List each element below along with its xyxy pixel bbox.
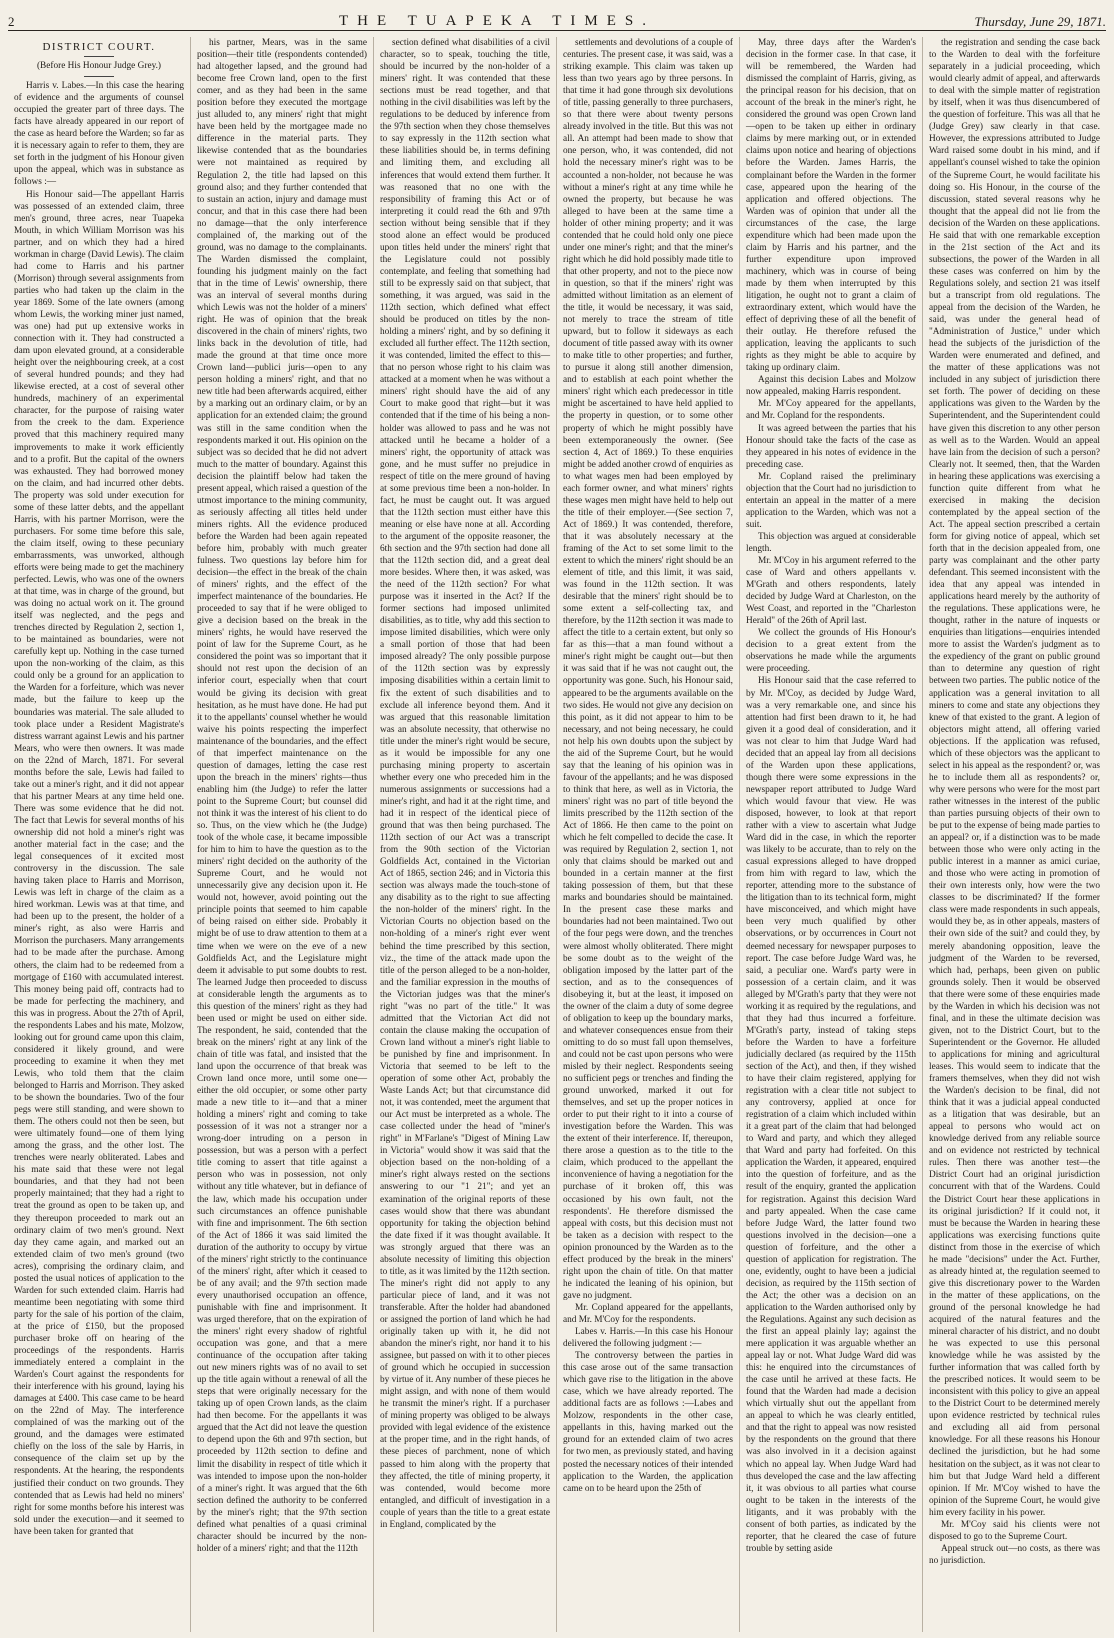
paragraph: His Honour said—The appellant Harris was possessed of an extended claim, three men's ground, three acres, near Tuapeka Mouth, in which William Morrison was his partner, and on which they had a hired workman in charge (David Lewis). The claim had come to Harris and his partner (Morrison) through several assignments from parties who had taken up the claim in the year 1869. Some of the late owners (among whom Lewis, the working miner just named, was one) had put up extensive works in connection with it. They had constructed a dam upon elevated ground, at a considerable height over the neighbouring creek, at a cost of several hundred pounds; and they had likewise erected, at a cost of several other hundreds, machinery of an experimental character, for the purpose of raising water from the creek to the dam. Experience proved that this machinery required many improvements to make it work efficiently and to a profit. But the capital of the owners was exhausted. They had borrowed money on the claim, and had incurred other debts. The property was sold under execution for some of these latter debts, and the appellant Harris, with his partner Morrison, were the purchasers. For some time before this sale, the claim itself, owing to these pecuniary embarrassments, was unworked, although efforts were being made to get the machinery perfected. Lewis, who was one of the owners at that time, was in charge of the ground, but was doing no actual work on it. The ground itself was neglected, and the pegs and trenches directed by Regulation 2, section 1, to be maintained as boundaries, were not carefully kept up. Nothing in the case turned upon the non-working of the claim, as this could only be a ground for an application to the Warden for a forfeiture, which was never made, but the failure to keep up the boundaries was material. The sale alluded to took place under a Resident Magistrate's distress warrant against Lewis and his partner Mears, who were then owners. It was made on the 22nd of March, 1871. For several months before the sale, Lewis had failed to take out a miner's right, and it did not appear that his partner Mears at any time held one. There was some evidence that he did not. The fact that Lewis for several months of his ownership did not hold a miner's right was another material fact in the case; and the legal consequences of it excited most controversy in the discussion. The sale having taken place to Harris and Morrison, Lewis was left in charge of the claim as a hired workman. Lewis was at that time, and had been up to the present, the holder of a miner's right, as also were Harris and Morrison the purchasers. Many arrangements had to be made after the purchase. Among others, the claim had to be redeemed from a mortgage of £160 with accumulated interest. This money being paid off, contracts had to be made for perfecting the machinery, and this was in progress. About the 27th of April, the respondents Labes and his mate, Molzow, looking out for ground came upon this claim, considered it likely ground, and were proceeding to examine it when they met Lewis, who told them that the claim belonged to Harris and Morrison. They asked to be shown the boundaries. Two of the four pegs were still standing, and were shown to them. The others could not then be seen, but were ultimately found—one of them lying among the grass, and the other lost. The trenches were nearly obliterated. Labes and his mate said that these were not legal boundaries, and that they had not been properly maintained; that they had a right to treat the ground as open to be taken up, and they thereupon proceeded to mark out an ordinary claim of two men's ground. Next day they came again, and marked out an extended claim of two men's ground (two acres), comprising the ordinary claim, and posted the usual notices of application to the Warden for such extended claim. Harris had meantime been negotiating with some third party for the sale of his portion of the claim, at the price of £150, but the proposed purchaser broke off on hearing of the proceedings of the respondents. Harris immediately entered a complaint in the Warden's Court against the respondents for their interference with his ground, laying his damages at £400. This case came to be heard on the 22nd of May. The interference complained of was the marking out of the ground, and the damages were estimated chiefly on the loss of the sale by Harris, in consequence of the claim set up by the respondents. At the hearing, the respondents justified their conduct on two grounds. They contended that as Lewis had held no miners' right for some months before his interest was sold under the execution—and it seemed to have been taken for granted that	[14, 189, 184, 1537]
column-5	[740, 37, 923, 1632]
paragraph: We collect the grounds of His Honour's decision to a great extent from the observations he made while the arguments were proceeding.	[746, 628, 916, 675]
paragraph: his partner, Mears, was in the same position—their title (respondents contended) had altogether lapsed, and the ground had become free Crown land, open to the first comer, and as they had been in the same position before they executed the mortgage just alluded to, any miners' right that might have been held by the mortgagee made no difference in the material parts. They likewise contended that as the boundaries were not maintained as required by Regulation 2, the title had lapsed on this ground also; and they further contended that to sustain an action, injury and damage must concur, and that in this case there had been no damage—that the only interference complained of, the marking out of the ground, was no damage to the complainants. The Warden dismissed the complaint, founding his judgment mainly on the fact that in the time of Lewis' ownership, there was an interval of several months during which Lewis was not the holder of a miners' right. He was of opinion that the break discovered in the chain of miners' rights, two links back in the devolution of title, had made the ground at that time once more Crown land—publici juris—open to any person holding a miners' right, and that no new title had been afterwards acquired, either by a marking out an ordinary claim, or by an application for an extended claim; the ground was still in the same condition when the respondents marked it out. His opinion on the subject was so decided that he did not advert much to the matter of boundary. Against this decision the plaintiff below had taken the present appeal, which raised a question of the utmost importance to the mining community, as seriously affecting all titles held under miners rights. All the evidence produced before the Warden had been again repeated before him, probably with much greater fulness. Two questions lay before him for decision—the effect in the break of the chain of miners' rights, and the effect of the imperfect maintenance of the boundaries. He proceeded to say that if he were obliged to give a decision based on the break in the miners' rights, he would have reserved the point of law for the Supreme Court, as he considered the point was so important that it should not rest upon the decision of an inferior court, especially when that court would be giving its decision with great hesitation, as he must have done. He had put it to the appellants' counsel whether he would waive his points respecting the imperfect maintenance of the boundaries, and the effect of that imperfect maintenance on the question of damages, letting the case rest upon the breach in the miners' rights—thus enabling him (the Judge) to refer the latter point to the Supreme Court; but counsel did not think it was the interest of his client to do so. Thus, on the view which he (the Judge) took of the whole case, it became impossible for him to him to have the question as to the miners' right decided on the authority of the Supreme Court, and he would not unnecessarily give any decision upon it. He would not, however, avoid pointing out the principle points that seemed to him capable of being raised on either side. Probably it might be of use to draw attention to them at a time when we were on the eve of a new Goldfields Act, and the Legislature might deem it advisable to put some doubts to rest. The learned Judge then proceeded to discuss at considerable length the arguments as to this question of the miners' right as they had been used or might be used on either side. The respondent, he said, contended that the break on the miners' right at any link of the chain of title was fatal, and insisted that the land upon the occurrence of that break was Crown land once more, until some one—either the old occupier, or some other party made a new title to it—and that a miner holding a miners' right and coming to take possession of it was not a stranger nor a wrong-doer intruding on a person in possession, but was a person with a perfect title coming to assert that title against a person who was in possession, not only without any title whatever, but in defiance of the law, which made his occupation under such circumstances an offence punishable with fine and imprisonment. The 6th section of the Act of 1866 it was said limited the duration of the authority to occupy by virtue of the miners' right strictly to the continuance of the miners' right, after which it ceased to be of any avail; and the 97th section made every unauthorised occupation an offence, punishable with fine and imprisonment. It was urged therefore, that on the expiration of the miners' right every shadow of rightful occupation was gone, and that a mere continuance of the occupation after taking out new miners rights was of no avail to set up the title again without a renewal of all the steps that were originally necessary for the taking up of open Crown lands, as the claim had then become. For the appellants it was argued that the Act did not leave the question to depend upon the 6th and 97th section, but proceeded by 112th section to define and limit the disability in respect of title which it was intended to impose upon the non-holder of a miner's right. It was argued that the 6th section defined the authority to be conferred by the miner's right; that the 97th section defined what penalties of a quasi criminal character should be incurred by the non-holder of a miners' right; and that the 112th	[197, 38, 367, 1554]
paragraph: Appeal struck out—no costs, as there was no jurisdiction.	[929, 1543, 1100, 1566]
paragraph: section defined what disabilities of a civil character, so to speak, touching the title, should be incurred by the non-holder of a miners' right. It was contended that these sections must be read together, and that nothing in the civil disabilities was left by the regulations to be deduced by inference from the 97th section when they chose themselves to say expressly in the 112th section what these liabilities should be, in terms defining and limiting them, and excluding all inferences that would extend them further. It was reasoned that no one with the responsibility of framing this Act or of interpreting it could read the 6th and 97th section without being sensible that if they stood alone an effect would be produced upon titles held under the miners' right that the Legislature could not possibly contemplate, and feeling that something had still to be expressly said on that subject, that something, it was argued, was said in the 112th section, which defined what effect should be produced on titles by the non-holding a miners' right, and by so defining it excluded all further effect. The 112th section, it was contended, limited the effect to this—that no person whose right to his claim was attacked at a moment when he was without a miners' right should have the aid of any Court to make good that right—but it was contended that if the time of his being a non-holder was allowed to pass and he was not attacked until he became a holder of a miners' right, the opportunity of attack was gone, and he must suffer no prejudice in respect of title on the mere ground of having at some previous time been a non-holder. In fact, he must be caught out. It was argued that the 112th section must either have this meaning or else have none at all. According to the argument of the opposite reasoner, the 6th section and the 97th section had done all that the 112th section did, and a great deal more besides. Where then, it was asked, was the need of the 112th section? For what purpose was it inserted in the Act? If the former sections had imposed unlimited disabilities, as to title, why add this section to impose limited disabilities, which were only a small portion of those that had been imposed already? The only possible purpose of the 112th section was by expressly imposing disabilities within a certain limit to fix the extent of such disabilities and to exclude all inference beyond them. And it was argued that this reasonable limitation was an absolute necessity, that otherwise no title under the miner's right would be secure, as it would be impossible for any one purchasing mining property to ascertain whether every one who preceded him in the numerous assignments or successions had a miner's right, and had it at the right time, and had it in respect of the identical piece of ground that was then being purchased. The 112th section of our Act was a transcript from the 90th section of the Victorian Goldfields Act, contained in the Victorian Act of 1865, section 246; and in Victoria this section was always made the touch-stone of any disability as to the right to sue affecting the non-holder of the miners' right. In the Victorian Courts no objection based on the non-holding of a miner's right ever went behind the time prescribed by this section, viz., the time of the attack made upon the title of the person alleged to be a non-holder, and the familiar expression in the mouths of the Victorian judges was that the miner's right "was no part of the title." It was admitted that the Victorian Act did not contain the clause making the occupation of Crown land without a miner's right liable to be punished by fine and imprisonment. In Victoria that seemed to be left to the operation of some other Act, probably the Waste Lands Act; but that circumstance did not, it was contended, meet the argument that our Act must be interpreted as a whole. The case collected under the head of "miner's right" in M'Farlane's "Digest of Mining Law in Victoria" would show it was said that the objection based on the non-holding of a miner's right always rested on the sections answering to our "1 21"; and yet an examination of the original reports of these cases would show that there was abundant opportunity for taking the objection behind the date fixed if it was thought available. It was strongly argued that there was an absolute necessity of limiting this objection to title, as it was limited by the 112th section. The miner's right did not apply to any particular piece of land, and it was not transferable. After the holder had abandoned or assigned the portion of land which he had originally taken up with it, he did not abandon the miner's right, nor hand it to his assignee, but passed on with it to other pieces of ground which he occupied in succession by virtue of it. Any number of these pieces he might assign, and with none of them would he transmit the miner's right. If a purchaser of mining property was obliged to be always provided with legal evidence of the existence at the proper time, and in the right hands, of these pieces of parchment, none of which passed to him along with the property that they affected, the title of mining property, it was contended, would become more entangled, and difficult of investigation in a couple of years than the title to a great estate in England, complicated by the	[380, 38, 550, 1530]
article-columns	[8, 37, 1106, 1632]
paragraph: Harris v. Labes.—In this case the hearing of evidence and the arguments of counsel occupied the greater part of three days. The facts have already appeared in our report of the case as heard before the Warden; so far as it is necessary again to refer to them, they are set forth in the judgment of his Honour given upon the appeal, which was in substance as follows :—	[14, 81, 184, 188]
subheading-rule	[84, 76, 114, 77]
paragraph: His Honour said that the case referred to by Mr. M'Coy, as decided by Judge Ward, was a very remarkable one, and since his attention had first been drawn to it, he had given it a good deal of consideration, and it was not clear to him that Judge Ward had decided that an appeal lay from all decisions of the Warden upon these applications, though there were some expressions in the newspaper report attributed to Judge Ward which would favour that view. He was disposed, however, to look at that report rather with a view to ascertain what Judge Ward did in the case, in which the reporter was likely to be accurate, than to rely on the casual expressions alleged to have dropped from him with regard to law, which the reporter, attending more to the substance of the litigation than to its technical form, might have misconceived, and which might have been very much qualified by other observations, or by occurrences in Court not deemed necessary for newspaper purposes to report. The case before Judge Ward was, he said, a peculiar one. Ward's party were in possession of a certain claim, and it was alleged by M'Grath's party that they were not working it as required by the regulations, and that they had thus incurred a forfeiture. M'Grath's party, instead of taking steps before the Warden to have a forfeiture judicially declared (as required by the 115th section of the Act), and then, if they wished to have their claim registered, applying for registration with a clear title not subject to any controversy, applied at once for registration of a claim which included within it a great part of the claim that had belonged to Ward and party, and which they alleged that Ward and party had forfeited. On this application the Warden, it appeared, enquired into the question of forfeiture, and as the result of the enquiry, granted the application for registration. Against this decision Ward and party appealed. When the case came before Judge Ward, the latter found two questions involved in the decision—one a question of forfeiture, and the other a question of application for registration. The one, evidently, ought to have been a judicial decision, as required by the 115th section of the Act; the other was a decision on an application to the Warden authorised only by the Regulations. Against any such decision as the first an appeal plainly lay; against the mere application it was arguable whether an appeal lay or not. What Judge Ward did was this: he enquired into the circumstances of the case until he arrived at these facts. He found that the Warden had made a decision which virtually shut out the appellant from an appeal to which he was clearly entitled, and that the right to appeal was now resisted by the respondents on the ground that there was also involved in it a decision against which no appeal lay. When Judge Ward had thus developed the case and the law affecting it, it was obvious to all parties what course ought to be taken in the interests of the litigants, and it was probably with the consent of both parties, as indicated by the reporter, that he cleared the case of future trouble by setting aside	[746, 676, 916, 1554]
paragraph: Mr. M'Coy appeared for the appellants, and Mr. Copland for the respondents.	[746, 399, 916, 422]
heading-rule	[84, 56, 114, 57]
column-3	[374, 37, 557, 1632]
column-6	[923, 37, 1106, 1632]
newspaper-title: THE TUAPEKA TIMES.	[338, 13, 656, 29]
paragraph: It was agreed between the parties that his Honour should take the facts of the case as they appeared in his notes of evidence in the preceding case.	[746, 423, 916, 470]
paragraph: The controversy between the parties in this case arose out of the same transaction which gave rise to the litigation in the above case, which we have already reported. The additional facts are as follows :—Labes and Molzow, respondents in the other case, appellants in this, having marked out the ground for an extended claim of two acres for two men, as previously stated, and having posted the necessary notices of their intended application to the Warden, the application came on to be heard upon the 25th of	[563, 1351, 733, 1494]
article-subheading: (Before His Honour Judge Grey.)	[36, 61, 162, 72]
paragraph: Mr. M'Coy said his clients were not disposed to go to the Supreme Court.	[929, 1519, 1100, 1542]
article-heading: DISTRICT COURT.	[42, 41, 156, 53]
paragraph: Mr. M'Coy in his argument referred to the case of Ward and others appellants v. M'Grath and others respondents, lately decided by Judge Ward at Charleston, on the West Coast, and reported in the "Charleston Herald" of the 26th of April last.	[746, 556, 916, 627]
paragraph: Labes v. Harris.—In this case his Honour delivered the following judgment :—	[563, 1327, 733, 1350]
paragraph: This objection was argued at considerable length.	[746, 531, 916, 554]
issue-date: Thursday, June 29, 1871.	[974, 14, 1106, 29]
column-1	[8, 37, 191, 1632]
paragraph: Against this decision Labes and Molzow now appealed, making Harris respondent.	[746, 375, 916, 398]
paragraph: settlements and devolutions of a couple of centuries. The present case, it was said, was a striking example. This claim was taken up less than two years ago by three persons. In that time it had gone through six devolutions of title, passing generally to three purchasers, so that there were about twenty persons already involved in the title. But this was not all. An attempt had been made to show that one person, who, it was contended, did not hold the necessary miner's right was to be accounted a non-holder, not because he was without a miner's right at any time while he owned the property, but because he was alleged to have been at the same time a holder of other mining property; and it was contended that he could hold only one piece under one miner's right; and that the miner's right which he did hold possibly made title to that other property, and not to the piece now in question, so that if the miners' right was admitted without limitation as an element of the title, it would be necessary, it was said, not merely to trace the stream of title upward, but to follow it sideways as each document of title passed away with its owner to make title to other properties; and further, to pursue it along still another dimension, and to establish at each point whether the miners' right which each predecessor in title might be ascertained to have held applied to the property in question, or to some other property of which he might possibly have been extemporaneously the owner. (See section 4, Act of 1869.) To these enquiries might be added another crowd of enquiries as to what wages men had been employed by each former owner, and what miners' rights these wages men might have held to help out the title of their employer.—(See section 7, Act of 1869.) It was contended, therefore, that it was absolutely necessary at the framing of the Act to set some limit to the extent to which the miners' right should be an element of title, and this limit, it was said, was found in the 112th section. It was desirable that the miners' right should be to some extent a self-collecting tax, and therefore, by the 112th section it was made to affect the title to a certain extent, but only so far as this—that a man found without a miner's right might be caught out—but then it was said that if he was not caught out, the opportunity was gone. Such, his Honour said, appeared to be the arguments available on the two sides. He would not give any decision on this point, as it did not appear to him to be necessary, and not being necessary, he could not help his own doubts upon the subject by the aid of the Supreme Court, but he would say that the leaning of his opinion was in favour of the appellants; and he was disposed to think that here, as well as in Victoria, the miners' right was no part of title beyond the limits prescribed by the 112th section of the Act of 1866. He then came to the point on which he felt compelled to decide the case. It was required by Regulation 2, section 1, not only that claims should be marked out and bounded in a certain manner at the first taking possession of them, but that these marks and boundaries should be maintained. In the present case these marks and boundaries had not been maintained. Two out of the four pegs were down, and the trenches were almost wholly obliterated. There might be some doubt as to the weight of the obligation imposed by the latter part of the section, and as to the consequences of disobeying it, but at the least, it imposed on the owner of the claim a duty of some degree of obligation to keep up the boundary marks, and whatever consequences ensue from their omitting to do so must fall upon themselves, and could not be cast upon persons who were misled by their neglect. Respondents seeing no sufficient pegs or trenches and finding the ground unworked, marked it out for themselves, and set up the proper notices in order to put their right to it into a course of investigation before the Warden. This was the extent of their interference. If, thereupon, there arose a question as to the title to the claim, which produced to the appellant the inconvenience of having a negotiation for the purchase of it broken off, this was occasioned by his own fault, not the respondents'. He therefore dismissed the appeal with costs, but this decision must not be taken as a decision with respect to the opinion pronounced by the Warden as to the effect produced by the break in the miners' right upon the chain of title. On that matter he indicated the leaning of his opinion, but gave no judgment.	[563, 38, 733, 1301]
paragraph: the registration and sending the case back to the Warden to deal with the forfeiture separately in a judicial proceeding, which would clearly admit of appeal, and afterwards to deal with the simple matter of registration by itself, when it was thus disencumbered of the question of forfeiture. This was all that he (Judge Grey) saw clearly in that case. However, the expressions attributed to Judge Ward raised some doubt in his mind, and if appellant's counsel wished to take the opinion of the Supreme Court, he would facilitate his doing so. His Honour, in the course of the discussion, stated several reasons why he thought that the appeal did not lie from the decision of the Warden on these applications. He said that with one remarkable exception in the 21st section of the Act and its subsections, the power of the Warden in all these cases was conferred on him by the Regulations solely, and section 21 was itself but a transcript from old regulations. The appeal from the decision of the Warden, he said, was under the general head of "Administration of Justice," under which head the subjects of the jurisdiction of the Warden were enumerated and defined, and the matter of these applications was not included in any subject of jurisdiction there set forth. The power of deciding on these applications was given to the Warden by the Superintendent, and the Superintendent could have given this discretion to any other person as well as to the Warden. Would an appeal have lain from the decision of such a person? Clearly not. It seemed, then, that the Warden in hearing these applications was exercising a function quite different from what he exercised in making the decision contemplated by the appeal section of the Act. The appeal section prescribed a certain form for giving notice of appeal, which set forth that in the decision appealed from, one party was complainant and the other party defendant. This seemed inconsistent with the idea that any appeal was intended in applications heard merely by the authority of the regulations. These applications were, he thought, rather in the nature of inquests or enquiries than litigations—enquiries intended more to assist the Warden's judgment as to the expediency of the grant on public ground than to determine any question of right between two parties. The public notice of the application was a general invitation to all miners to come and state any objections they knew of that existed to the grant. A legion of objectors might attend, all offering varied objections. If the application was refused, which of these objectors was the applicant to select in his appeal as the respondent? or, was he to include them all as respondents? or, why were persons who were for the most part rather witnesses in the interest of the public than parties pursuing objects of their own to be put to the expense of being made parties to an appeal? or, if a distinction was to be made between those who were only acting in the public interest in a manner as amici curiae, and those who were acting in promotion of their own interests only, how were the two classes to be discriminated? If the former class were made respondents in such appeals, would they be, as in other appeals, masters of their own side of the suit? and could they, by merely abandoning opposition, leave the judgment of the Warden to be reversed, which had, perhaps, been given on public grounds solely. Then it would be observed that there were some of these enquiries made by the Warden in which his decision was not final, and in these the ultimate decision was given, not to the District Court, but to the Superintendent or the Governor. He alluded to applications for mining and agricultural leases. This would seem to indicate that the framers themselves, when they did not wish the Warden's decision to be final, did not think that it was a judicial appeal conducted as a litigation that was desirable, but an appeal to persons who would act on knowledge derived from any reliable source and on evidence not restricted by technical rules. Then there was another test—the District Court had an original jurisdiction concurrent with that of the Wardens. Could the District Court hear these applications in its original jurisdiction? If it could not, it must be because the Warden in hearing these applications was exercising functions quite distinct from those in the exercise of which he made "decisions" under the Act. Further, as already hinted at, the regulation seemed to give this discretionary power to the Warden in the matter of these applications, on the ground of the personal knowledge he had acquired of the natural features and the mineral character of his district, and no doubt he was expected to use this personal knowledge while he was assisted by the further information that was called forth by the prescribed notices. It would seem to be inconsistent with this policy to give an appeal to the District Court to be determined merely upon evidence restricted by technical rules and excluding all aid from personal knowledge. For all these reasons his Honour declined the jurisdiction, but he had some hesitation on the subject, as it was not clear to him but that Judge Ward held a different opinion. If Mr. M'Coy wished to have the opinion of the Supreme Court, he would give him every facility in his power.	[929, 38, 1100, 1518]
column-4	[557, 37, 740, 1632]
column-2	[191, 37, 374, 1632]
page-number: 2	[8, 14, 16, 29]
paragraph: Mr. Copland appeared for the appellants, and Mr. M'Coy for the respondents.	[563, 1302, 733, 1325]
masthead	[8, 4, 1106, 31]
paragraph: May, three days after the Warden's decision in the former case. In that case, it will be remembered, the Warden had dismissed the complaint of Harris, giving, as the principal reason for his decision, that on account of the break in the miner's right, he considered the ground was open Crown land—open to be taken up either in ordinary claims by mere marking out, or in extended claims upon notice and hearing of objections before the Warden. James Harris, the complainant before the Warden in the former case, appeared upon the hearing of the application and offered objections. The Warden was of opinion that under all the circumstances of the case, the large expenditure which had been made upon the claim by Harris and his partner, and the further expenditure upon improved machinery, which was in course of being made by them when interrupted by this litigation, he ought not to grant a claim of extraordinary extent, which would have the effect of depriving these of all the benefit of their outlay. He therefore refused the application, leaving the applicants to such rights as they might be able to acquire by taking up ordinary claim.	[746, 38, 916, 374]
paragraph: Mr. Copland raised the preliminary objection that the Court had no jurisdiction to entertain an appeal in the matter of a mere application to the Warden, which was not a suit.	[746, 471, 916, 530]
